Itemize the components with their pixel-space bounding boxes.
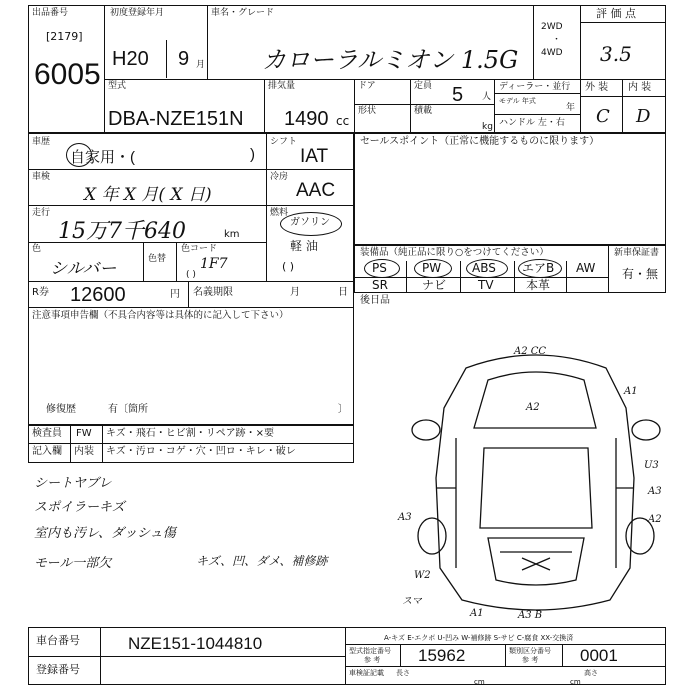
expiry-label: 名義期限 bbox=[193, 287, 233, 298]
repair-label: 修復歴 bbox=[46, 404, 76, 415]
repair-close: 〕 bbox=[338, 404, 348, 415]
inspector-label2: 記入欄 bbox=[32, 446, 62, 457]
drive-2wd: 2WD bbox=[541, 22, 563, 32]
dim-length: 長さ bbox=[396, 669, 410, 677]
capacity-unit: 人 bbox=[482, 92, 492, 102]
rating-label: 評 価 点 bbox=[596, 7, 636, 20]
dim-cm-1: cm bbox=[474, 678, 485, 686]
equip-ps-circle bbox=[364, 259, 400, 278]
chassis-value: NZE151-1044810 bbox=[128, 634, 263, 653]
capacity-value: 5 bbox=[452, 84, 464, 106]
equipment-title: 装備品（純正品に限り○をつけてください） bbox=[360, 247, 549, 258]
color-swap-label: 色替 bbox=[148, 254, 167, 264]
equip-aw: AW bbox=[576, 261, 596, 275]
notes-title: 注意事項申告欄（不具合内容等は具体的に記入して下さい） bbox=[32, 310, 289, 321]
int-value: D bbox=[636, 106, 651, 127]
equip-leather: 本革 bbox=[526, 278, 551, 292]
drive-4wd: 4WD bbox=[541, 48, 563, 58]
history-circle bbox=[66, 143, 92, 167]
type-cert-label: 型式指定番号 bbox=[349, 647, 391, 655]
history-paren: ) bbox=[250, 146, 255, 163]
history-label: 車歴 bbox=[32, 137, 51, 147]
lot-number: 6005 bbox=[34, 58, 101, 91]
load-unit: kg bbox=[482, 122, 493, 132]
color-code-paren: ( ) bbox=[186, 270, 196, 280]
inspection-label: 車検 bbox=[32, 172, 51, 182]
fuel-label: 燃料 bbox=[270, 208, 289, 218]
ac-label: 冷房 bbox=[270, 172, 289, 182]
type-cert-value: 15962 bbox=[418, 646, 466, 665]
door-label: ドア bbox=[358, 81, 376, 91]
mark-9: スマ bbox=[402, 596, 422, 607]
expiry-day: 日 bbox=[338, 287, 348, 298]
color-value: シルバー bbox=[50, 259, 117, 279]
displacement-unit: cc bbox=[336, 114, 350, 128]
model-year-label: モデル 年式 bbox=[499, 97, 536, 105]
recycle-label: R券 bbox=[32, 287, 49, 298]
recycle-unit: 円 bbox=[170, 289, 180, 300]
selling-title: セールスポイント（正常に機能するものに限ります） bbox=[360, 136, 600, 147]
warranty-label: 新車保証書 bbox=[614, 248, 660, 258]
load-label: 積載 bbox=[414, 106, 433, 116]
color-label: 色 bbox=[32, 244, 42, 254]
type-cert-sub: 参 考 bbox=[364, 656, 381, 664]
class-value: 0001 bbox=[580, 646, 618, 665]
int-label: 内 装 bbox=[628, 82, 652, 93]
equip-ps: PS bbox=[372, 261, 387, 275]
drive-dot: ・ bbox=[552, 35, 562, 45]
equip-airbag-circle bbox=[518, 259, 562, 278]
mark-6: A2 bbox=[648, 514, 662, 525]
warranty-value: 有・無 bbox=[622, 267, 659, 281]
mileage-value: 15万7千640 bbox=[58, 219, 186, 244]
dim-cm-2: cm bbox=[570, 678, 581, 686]
inspector-int-text: キズ・汚ロ・コゲ・穴・凹ロ・キレ・破レ bbox=[106, 446, 296, 457]
mark-7: A3 bbox=[398, 512, 412, 523]
inspector-int-label: 内装 bbox=[74, 446, 94, 457]
equip-pw-circle bbox=[414, 259, 452, 278]
equip-abs-circle bbox=[466, 259, 508, 278]
dim-height: 高さ bbox=[584, 669, 598, 677]
chassis-label: 車台番号 bbox=[36, 634, 80, 647]
color-code-label: 色コード bbox=[181, 244, 218, 254]
first-reg-year: H20 bbox=[112, 48, 149, 70]
mileage-unit: km bbox=[224, 229, 240, 240]
mark-5: A3 bbox=[648, 486, 662, 497]
rating-value: 3.5 bbox=[600, 42, 632, 66]
inspection-value: X 年 X 月( X 日) bbox=[84, 185, 212, 205]
mark-10: A1 bbox=[470, 608, 484, 619]
shift-label: シフト bbox=[270, 137, 298, 147]
ext-label: 外 装 bbox=[585, 82, 609, 93]
class-label: 類別区分番号 bbox=[509, 647, 551, 655]
repair-value: 有〔箇所 bbox=[108, 404, 148, 415]
mark-11: A3 B bbox=[518, 610, 543, 620]
hand-note-2: スポイラーキズ bbox=[34, 500, 125, 515]
mark-1: A2 CC bbox=[514, 346, 547, 357]
type-value: DBA-NZE151N bbox=[108, 108, 244, 130]
mark-4: U3 bbox=[644, 460, 659, 471]
color-code-value: 1F7 bbox=[200, 256, 228, 272]
shift-value: IAT bbox=[300, 146, 329, 167]
equip-tv: TV bbox=[478, 278, 494, 292]
selling-box bbox=[354, 133, 666, 245]
year-unit: 年 bbox=[566, 103, 576, 113]
mark-3: A1 bbox=[624, 386, 638, 397]
after-label: 後日品 bbox=[360, 295, 390, 306]
inspector-label1: 検査員 bbox=[32, 428, 62, 439]
handle-label: ハンドル 左・右 bbox=[499, 118, 565, 128]
car-diagram bbox=[396, 338, 674, 620]
hand-note-1: シートヤブレ bbox=[34, 476, 112, 491]
ac-value: AAC bbox=[296, 180, 336, 201]
equip-abs: ABS bbox=[472, 261, 496, 275]
displacement-label: 排気量 bbox=[268, 81, 296, 91]
type-label: 型式 bbox=[108, 81, 127, 91]
fuel-diesel: 軽 油 bbox=[290, 239, 318, 253]
first-reg-label: 初度登録年月 bbox=[110, 8, 165, 18]
fuel-gasoline: ガソリン bbox=[290, 217, 330, 228]
capacity-label: 定員 bbox=[414, 81, 433, 91]
lot-sub: [2179] bbox=[46, 30, 83, 43]
class-sub: 参 考 bbox=[522, 656, 539, 664]
displacement-value: 1490 bbox=[284, 108, 329, 130]
hand-note-3: 室内も汚レ、ダッシュ傷 bbox=[34, 526, 176, 541]
equip-navi: ナビ bbox=[422, 278, 447, 292]
history-value: 自家用・( bbox=[70, 149, 135, 166]
fuel-paren: ( ) bbox=[282, 260, 295, 273]
dim-label: 車検証記載 bbox=[349, 669, 384, 677]
first-reg-month: 9 bbox=[178, 48, 190, 70]
equip-pw: PW bbox=[422, 261, 442, 275]
model-name: カローラルミオン 1.5G bbox=[262, 46, 519, 74]
ext-value: C bbox=[596, 106, 610, 127]
shape-label: 形状 bbox=[358, 106, 377, 116]
dealer-label: ディーラー・並行 bbox=[499, 82, 571, 92]
inspector-fw-label: FW bbox=[76, 428, 92, 439]
hand-note-4: モール一部欠 bbox=[34, 556, 112, 571]
expiry-month: 月 bbox=[290, 287, 300, 298]
mileage-label: 走行 bbox=[32, 208, 51, 218]
inspector-fw-text: キズ・飛石・ヒビ割・リペア跡・×要 bbox=[106, 428, 274, 439]
equip-sr: SR bbox=[372, 278, 388, 292]
hand-note-5: キズ、凹、ダメ、補修跡 bbox=[196, 554, 328, 568]
recycle-value: 12600 bbox=[70, 284, 126, 306]
legend: A-キズ E-エクボ U-凹み W-補修跡 S-サビ C-腐食 XX-交換済 bbox=[384, 634, 574, 642]
model-name-label: 車名・グレード bbox=[211, 8, 275, 18]
first-reg-month-unit: 月 bbox=[196, 60, 206, 70]
registration-label: 登録番号 bbox=[36, 663, 80, 676]
mark-8: W2 bbox=[414, 570, 431, 581]
mark-2: A2 bbox=[526, 402, 540, 413]
lot-label: 出品番号 bbox=[32, 8, 69, 18]
equip-airbag: エアB bbox=[522, 261, 555, 275]
